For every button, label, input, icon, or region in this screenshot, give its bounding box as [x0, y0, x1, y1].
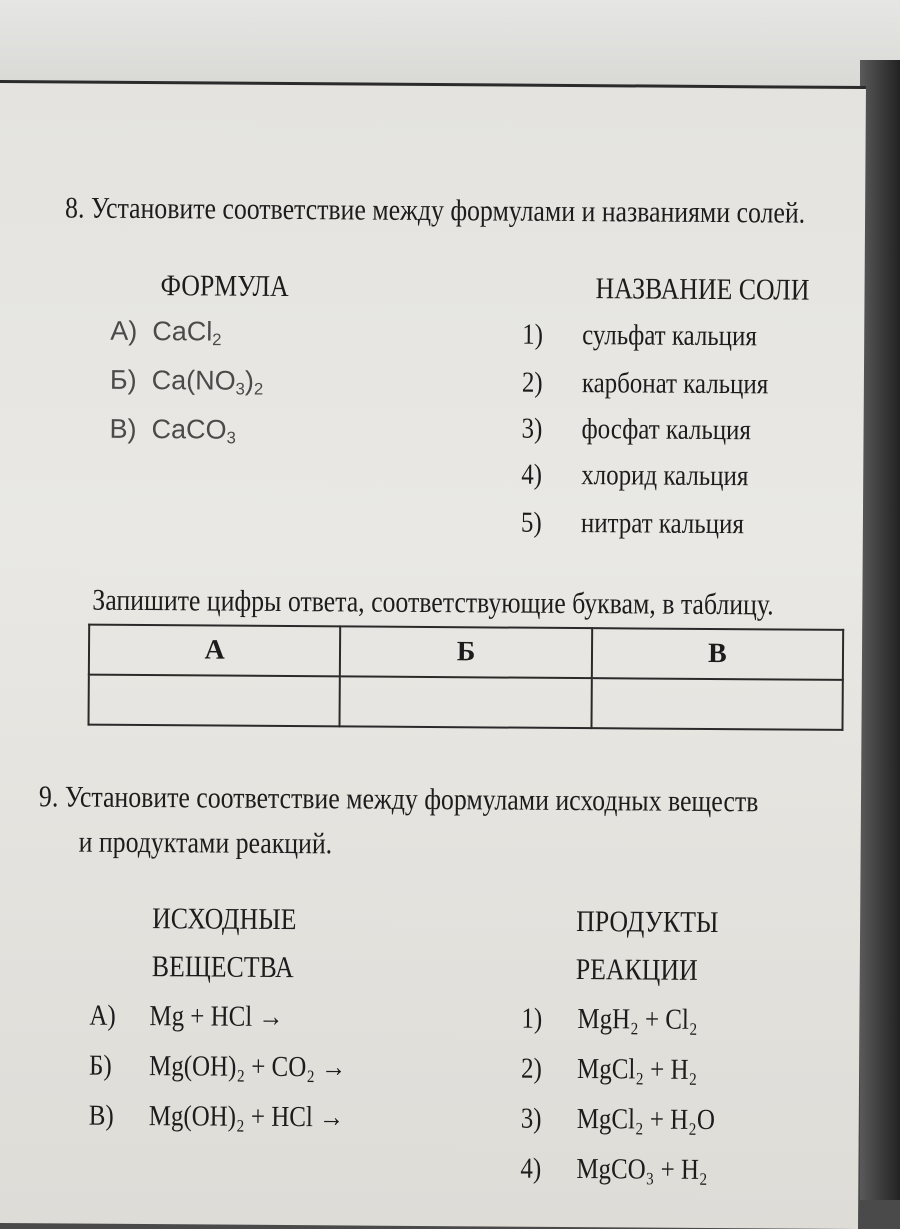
name-number: 5) — [520, 506, 542, 539]
formula-sub: 3 — [226, 428, 236, 448]
q8-name-header: НАЗВАНИЕ СОЛИ — [595, 272, 810, 307]
q8-formula-header: ФОРМУЛА — [160, 269, 289, 304]
q8-name-3 — [521, 413, 542, 446]
formula-letter: В) — [109, 413, 137, 444]
textbook-page — [0, 80, 866, 1229]
q9-product-1-num: 1) — [521, 1002, 543, 1035]
q9-product-1: MgH₂ + Cl₂ — [577, 1003, 698, 1036]
formula-base: Ca(NO — [151, 365, 236, 396]
answer-cell-a[interactable] — [89, 675, 341, 727]
q9-product-4-num: 4) — [520, 1152, 542, 1185]
q9-reactant-b-letter: Б) — [89, 1049, 112, 1082]
name-number: 4) — [521, 458, 543, 491]
answer-cell-b[interactable] — [340, 676, 592, 728]
q8-name-1-text: сульфат кальция — [582, 319, 758, 353]
name-number: 3) — [521, 412, 543, 445]
background-surface — [0, 0, 900, 92]
q9-reactants-header-1: ИСХОДНЫЕ — [152, 902, 297, 937]
answer-header-b: Б — [340, 626, 592, 678]
q8-formula-c — [109, 414, 236, 446]
name-number: 2) — [521, 366, 543, 399]
q9-product-4: MgCO₃ + H₂ — [576, 1153, 708, 1186]
q9-product-3-num: 3) — [520, 1102, 542, 1135]
q9-products-header-2: РЕАКЦИИ — [575, 953, 698, 987]
q8-name-4 — [521, 459, 542, 492]
q8-formula-a — [110, 316, 222, 348]
q8-name-4-text: хлорид кальция — [581, 459, 749, 493]
book-edge — [860, 60, 900, 1200]
formula-tail: ) — [244, 365, 255, 396]
q8-name-5-text: нитрат кальция — [580, 507, 744, 541]
q9-title-line2: и продуктами реакций. — [78, 825, 333, 861]
q8-title: 8. Установите соответствие между формулами и названиями солей. — [64, 191, 806, 230]
answer-header-c: В — [591, 628, 843, 680]
formula-sub: 3 — [235, 379, 245, 399]
q9-reactant-c-letter: В) — [88, 1099, 114, 1132]
answer-cell-c[interactable] — [591, 678, 843, 730]
q9-reactants-header-2: ВЕЩЕСТВА — [151, 950, 294, 985]
formula-base: CaCl — [152, 316, 213, 347]
q9-product-2-num: 2) — [520, 1052, 543, 1085]
answer-table — [87, 624, 844, 731]
q9-reactant-a: Mg + HCl → — [149, 1000, 284, 1034]
name-number: 1) — [522, 318, 544, 351]
q8-name-2 — [522, 367, 543, 400]
q9-title-line1: 9. Установите соответствие между формулами исходных веществ — [38, 780, 759, 819]
q9-reactant-b: Mg(OH)₂ + CO₂ → — [149, 1050, 347, 1084]
q8-formula-b — [110, 365, 264, 397]
q8-name-1 — [522, 319, 543, 352]
q9-product-2: MgCl₂ + H₂ — [576, 1053, 698, 1086]
formula-sub2: 2 — [253, 379, 264, 399]
q9-reactant-c: Mg(OH)₂ + HCl → — [148, 1100, 345, 1134]
q9-reactant-a-letter: А) — [89, 999, 116, 1032]
q8-name-3-text: фосфат кальция — [581, 413, 752, 447]
formula-sub: 2 — [212, 330, 222, 350]
answer-header-a: А — [89, 625, 341, 677]
formula-base: CaCO — [151, 414, 227, 445]
q9-product-3: MgCl₂ + H₂O — [576, 1103, 716, 1137]
q8-instruction: Запишите цифры ответа, соответствующие буквам, в таблицу. — [92, 583, 774, 622]
q8-name-2-text: карбонат кальция — [581, 367, 769, 401]
q9-products-header-1: ПРОДУКТЫ — [576, 905, 719, 940]
formula-letter: А) — [110, 315, 138, 346]
formula-letter: Б) — [109, 364, 137, 395]
q8-name-5 — [521, 507, 542, 540]
